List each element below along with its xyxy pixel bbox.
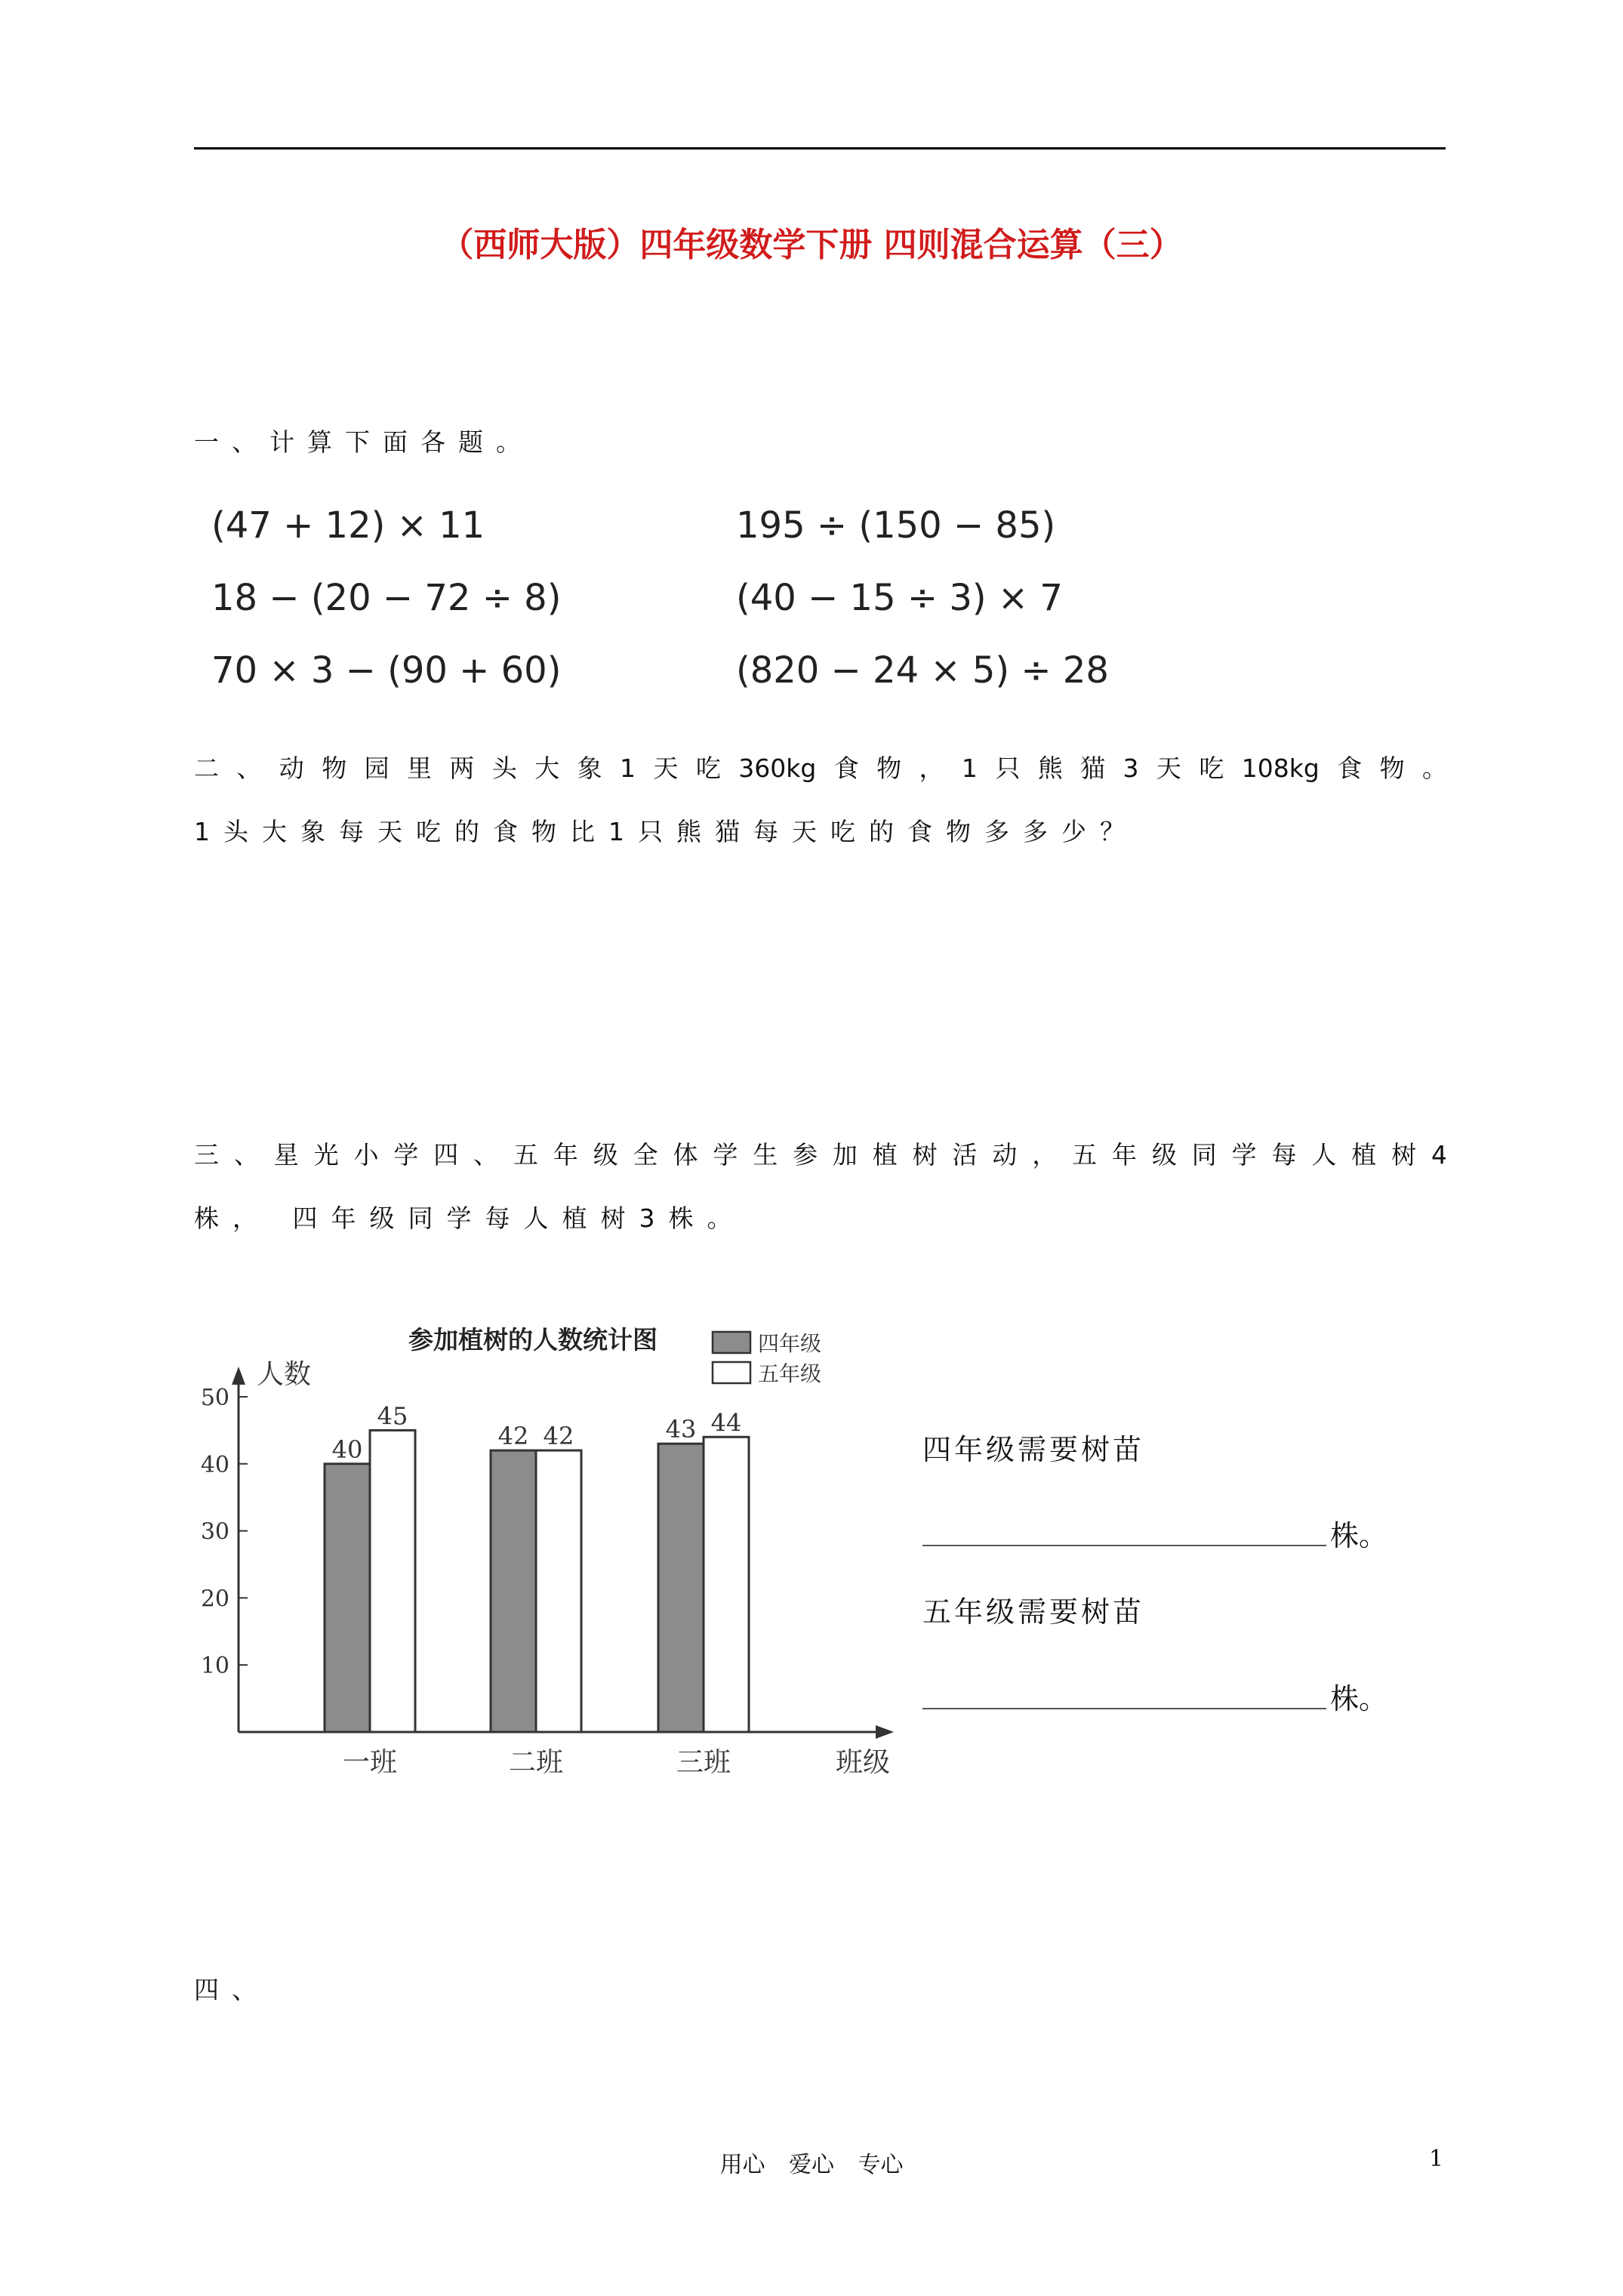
x-axis-label: 班级 [835,1747,891,1778]
bar [536,1450,581,1732]
y-axis-arrow [232,1367,245,1385]
bar-value-label: 43 [665,1415,697,1444]
expression-1: (47 + 12) × 11 [211,504,485,547]
document-title: （西师大版）四年级数学下册 四则混合运算（三） [440,226,1183,264]
question-4-heading: 四、 [194,1975,269,2005]
legend-swatch [713,1332,750,1353]
y-axis-label: 人数 [257,1359,312,1390]
expression-5: 70 × 3 − (90 + 60) [211,649,562,692]
expression-6: (820 − 24 × 5) ÷ 28 [736,649,1109,692]
bar-chart [181,1297,906,1780]
y-tick-label: 40 [200,1451,229,1478]
grade4-saplings-prompt: 四年级需要树苗 [922,1433,1145,1466]
y-tick-label: 20 [200,1586,229,1613]
legend-label: 五年级 [758,1361,822,1386]
page-number: 1 [1429,2146,1444,2172]
header-rule [194,147,1446,149]
question-3-line-2: 株， 四年级同学每人植树3株。 [194,1203,746,1233]
bar [491,1450,536,1732]
grade5-unit: 株。 [1330,1682,1388,1715]
bar [658,1444,704,1732]
bar-value-label: 42 [543,1422,574,1451]
legend-label: 四年级 [758,1331,822,1356]
legend-swatch [713,1362,750,1383]
question-1-heading: 一、计算下面各题。 [194,427,534,457]
y-tick-label: 30 [200,1518,229,1546]
bar-value-label: 42 [497,1422,529,1451]
grade5-answer-blank[interactable] [922,1708,1326,1709]
bar [325,1464,370,1732]
x-tick-label: 三班 [676,1747,731,1778]
question-2-line-2: 1头大象每天吃的食物比1只熊猫每天吃的食物多多少？ [194,817,1138,846]
chart-title: 参加植树的人数统计图 [408,1325,658,1354]
bar-value-label: 45 [377,1401,408,1431]
footer-slogan: 用心 爱心 专心 [719,2152,904,2178]
expression-4: (40 − 15 ÷ 3) × 7 [736,577,1063,619]
grade4-answer-blank[interactable] [922,1545,1326,1546]
question-2-line-1: 二、动物园里两头大象1天吃360kg食物，1只熊猫3天吃108kg食物。 [194,754,1447,783]
bar [704,1437,749,1732]
bar-value-label: 44 [710,1408,742,1438]
x-tick-label: 一班 [342,1747,398,1778]
expression-3: 18 − (20 − 72 ÷ 8) [211,577,562,619]
x-axis-arrow [876,1725,894,1739]
bar-value-label: 40 [331,1435,363,1464]
grade5-saplings-prompt: 五年级需要树苗 [922,1595,1145,1629]
question-3-line-1: 三、星光小学四、五年级全体学生参加植树活动，五年级同学每人植树4 [194,1140,1447,1170]
grade4-unit: 株。 [1330,1519,1388,1552]
y-tick-label: 10 [200,1653,229,1680]
expression-2: 195 ÷ (150 − 85) [736,504,1056,547]
y-tick-label: 50 [200,1385,229,1411]
x-tick-label: 二班 [508,1747,564,1778]
bar [370,1430,415,1732]
